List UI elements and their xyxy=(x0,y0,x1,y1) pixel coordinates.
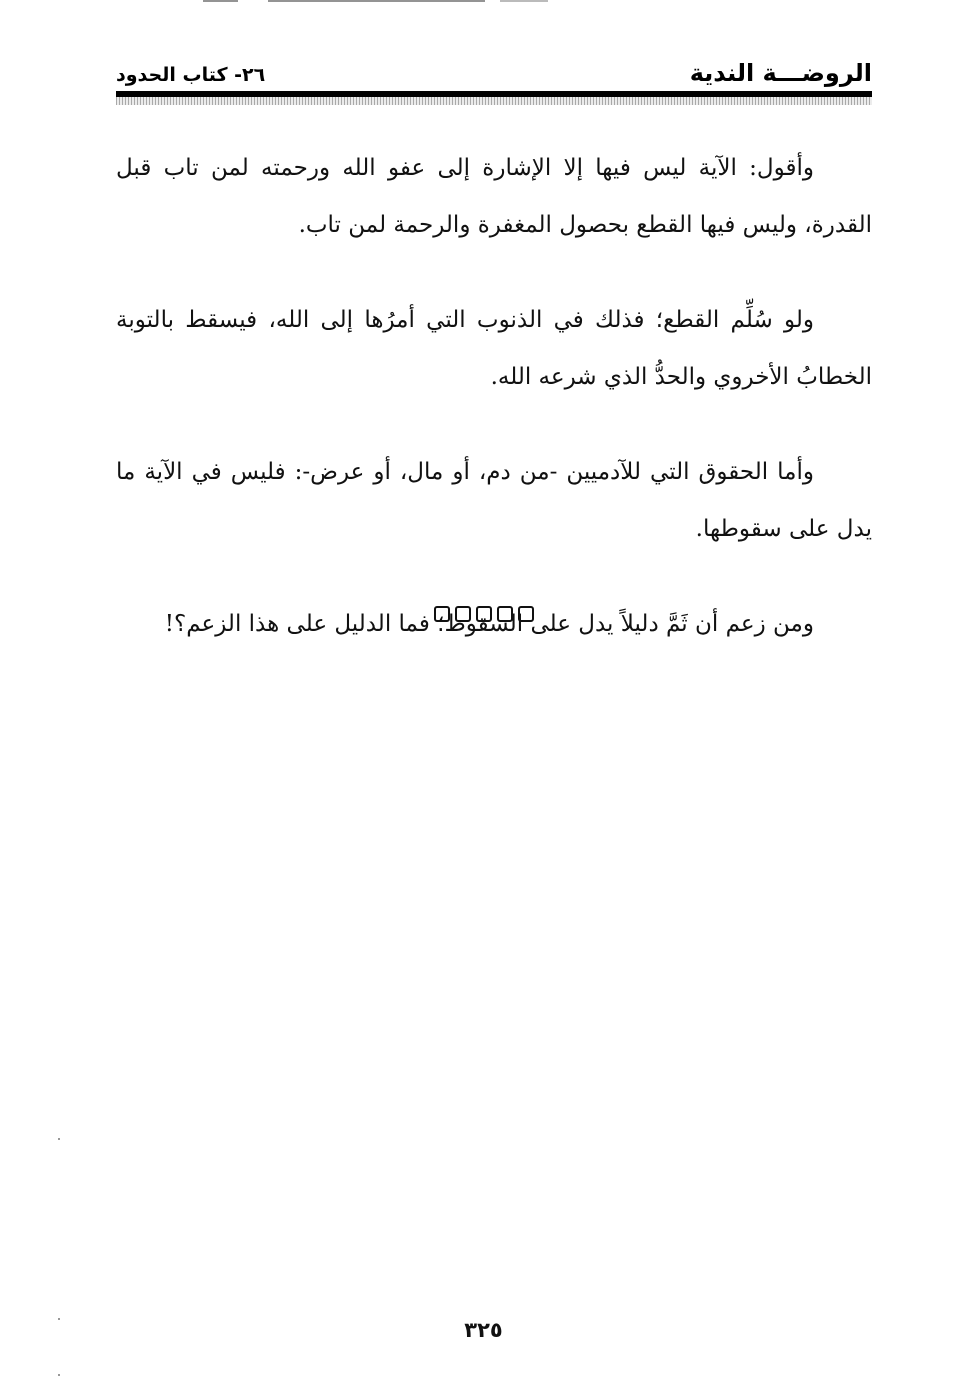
running-head-chapter-title: ٢٦- كتاب الحدود xyxy=(116,64,266,86)
paragraph-human-rights: وأما الحقوق التي للآدميين -من دم، أو مال، أو عرض-: فليس في الآية ما يدل على سقوطها. xyxy=(116,459,872,542)
scan-edge-marks xyxy=(0,0,967,8)
ornament-square-icon xyxy=(434,606,450,622)
page-number: ٣٢٥ xyxy=(464,1318,503,1342)
header-rule-texture xyxy=(116,97,872,105)
paragraph-opinion: وأقول: الآية ليس فيها إلا الإشارة إلى عفو الله ورحمته لمن تاب قبل القدرة، وليس فيها القطع بحصول المغفرة والرحمة لمن تاب. xyxy=(116,155,872,238)
ornament-square-icon xyxy=(518,606,534,622)
scan-speck xyxy=(58,1138,60,1140)
scan-speck xyxy=(58,1374,60,1376)
running-head-book-title: الروضـــة الندية xyxy=(689,59,872,87)
scan-speck xyxy=(58,1318,60,1320)
ornament-square-icon xyxy=(497,606,513,622)
paragraph-question: ومن زعم أن ثَمَّ دليلاً يدل على السقوط؛ فما الدليل على هذا الزعم؟! xyxy=(164,611,814,637)
page-header xyxy=(116,58,872,92)
paragraph-concession: ولو سُلِّم القطع؛ فذلك في الذنوب التي أمرُها إلى الله، فيسقط بالتوبة الخطابُ الأخروي والحدُّ الذي شرعه الله. xyxy=(116,307,872,390)
section-divider-ornament xyxy=(0,606,967,622)
ornament-square-icon xyxy=(455,606,471,622)
ornament-square-icon xyxy=(476,606,492,622)
